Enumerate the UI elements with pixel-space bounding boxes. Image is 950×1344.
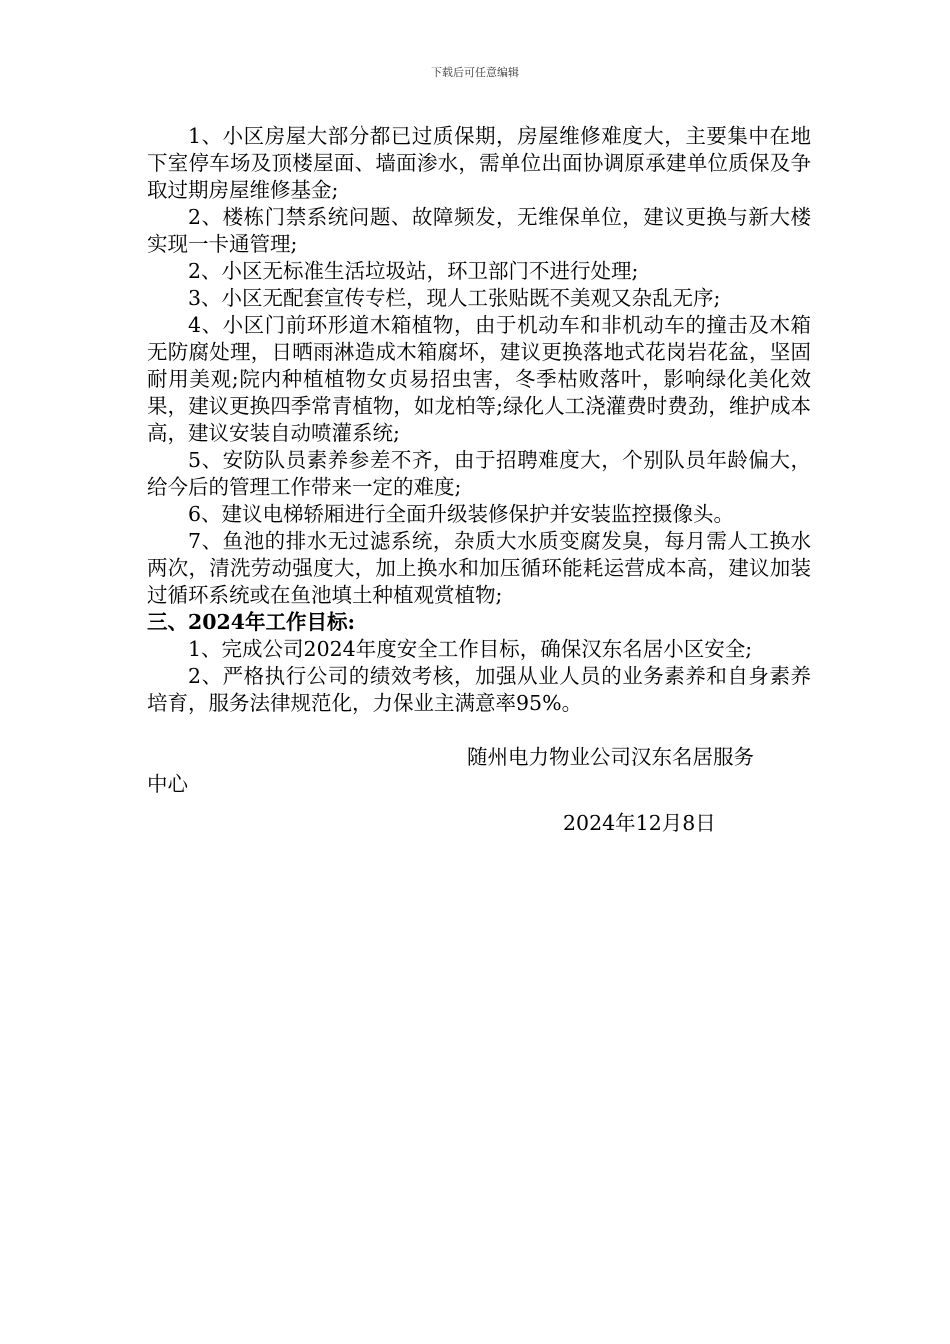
header-note: 下载后可任意编辑 bbox=[431, 66, 519, 79]
document-body bbox=[147, 123, 811, 837]
goal-paragraph-2: 2、严格执行公司的绩效考核，加强从业人员的业务素养和自身素养培育，服务法律规范化，力保业主满意率95%。 bbox=[147, 664, 811, 715]
issue-paragraph-5: 4、小区门前环形道木箱植物，由于机动车和非机动车的撞击及木箱无防腐处理，日晒雨淋造成木箱腐坏，建议更换落地式花岗岩花盆，坚固耐用美观;院内种植植物女贞易招虫害，冬季枯败落叶，影响绿化美化效果，建议更换四季常青植物，如龙柏等;绿化人工浇灌费时费劲，维护成本高，建议安装自动喷灌系统; bbox=[147, 313, 811, 445]
signature-organization-continued: 中心 bbox=[147, 772, 188, 796]
issue-paragraph-8: 7、鱼池的排水无过滤系统，杂质大水质变腐发臭，每月需人工换水两次，清洗劳动强度大，加上换水和加压循环能耗运营成本高，建议加装过循环系统或在鱼池填土种植观赏植物; bbox=[147, 529, 811, 607]
issue-paragraph-4: 3、小区无配套宣传专栏，现人工张贴既不美观又杂乱无序; bbox=[188, 286, 721, 310]
issue-paragraph-3: 2、小区无标准生活垃圾站，环卫部门不进行处理; bbox=[188, 259, 639, 283]
signature-organization: 随州电力物业公司汉东名居服务 bbox=[467, 745, 754, 769]
issue-paragraph-2: 2、楼栋门禁系统问题、故障频发，无维保单位，建议更换与新大楼实现一卡通管理; bbox=[147, 205, 811, 256]
signature-date: 2024年12月8日 bbox=[563, 811, 716, 835]
issue-paragraph-6: 5、安防队员素养参差不齐，由于招聘难度大，个别队员年龄偏大，给今后的管理工作带来一定的难度; bbox=[147, 448, 811, 499]
issue-paragraph-7: 6、建议电梯轿厢进行全面升级装修保护并安装监控摄像头。 bbox=[188, 502, 735, 526]
goal-paragraph-1: 1、完成公司2024年度安全工作目标，确保汉东名居小区安全; bbox=[188, 637, 753, 661]
issue-paragraph-1: 1、小区房屋大部分都已过质保期，房屋维修难度大，主要集中在地下室停车场及顶楼屋面、墙面渗水，需单位出面协调原承建单位质保及争取过期房屋维修基金; bbox=[147, 124, 811, 202]
spacer bbox=[147, 717, 811, 744]
goals-heading: 三、2024年工作目标: bbox=[147, 610, 356, 634]
